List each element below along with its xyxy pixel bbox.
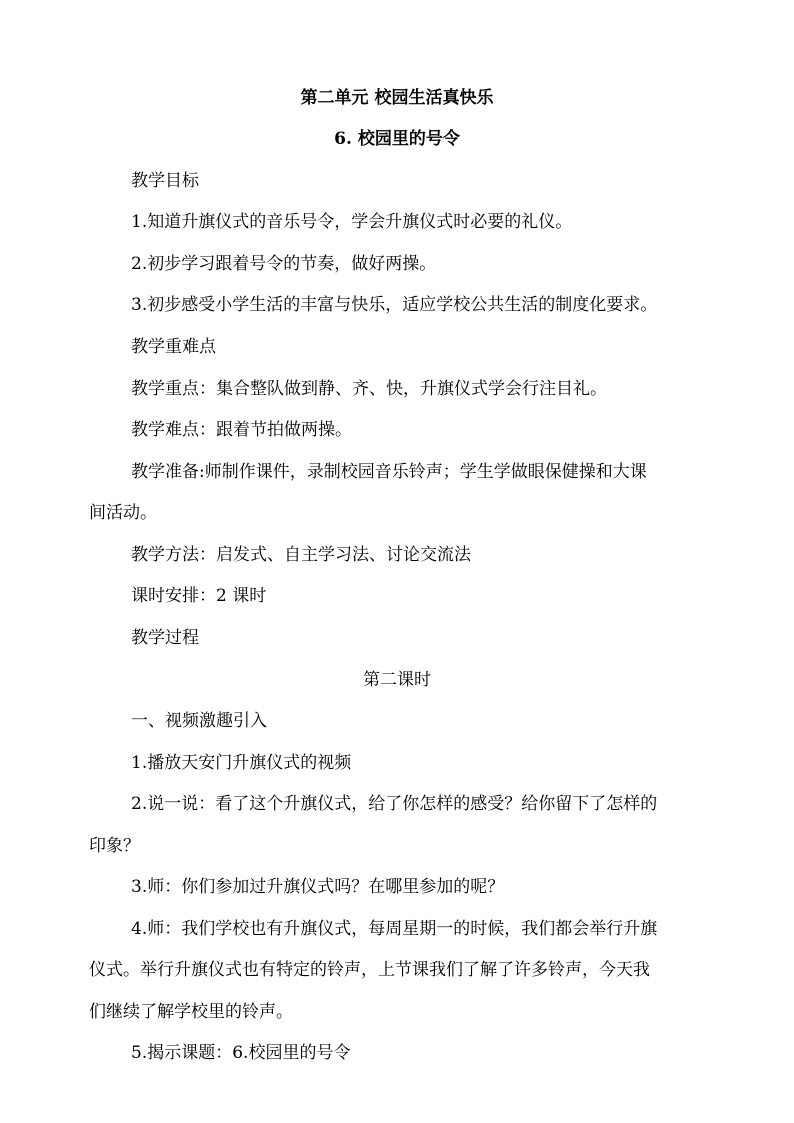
step-item-continued: 们继续了解学校里的铃声。 <box>89 1002 293 1022</box>
session-title: 第二课时 <box>363 670 431 690</box>
difficult-point: 教学难点：跟着节拍做两操。 <box>131 420 352 440</box>
section-heading: 一、视频激趣引入 <box>131 711 267 731</box>
keypoints-heading: 教学重难点 <box>131 337 216 357</box>
step-item: 1.播放天安门升旗仪式的视频 <box>131 753 352 773</box>
step-item: 5.揭示课题：6.校园里的号令 <box>131 1043 351 1063</box>
goal-item: 3.初步感受小学生活的丰富与快乐，适应学校公共生活的制度化要求。 <box>131 295 658 315</box>
goal-item: 2.初步学习跟着号令的节奏，做好两操。 <box>131 254 437 274</box>
key-point: 教学重点：集合整队做到静、齐、快，升旗仪式学会行注目礼。 <box>131 379 607 399</box>
lesson-title: 6. 校园里的号令 <box>334 129 460 149</box>
preparation-line: 教学准备:师制作课件，录制校园音乐铃声；学生学做眼保健操和大课 <box>131 462 647 482</box>
process-heading: 教学过程 <box>131 628 199 648</box>
goals-heading: 教学目标 <box>131 171 199 191</box>
step-item-continued: 仪式。举行升旗仪式也有特定的铃声，上节课我们了解了许多铃声，今天我 <box>89 960 650 980</box>
teaching-method: 教学方法：启发式、自主学习法、讨论交流法 <box>131 545 471 565</box>
unit-title: 第二单元 校园生活真快乐 <box>300 88 494 108</box>
goal-item: 1.知道升旗仪式的音乐号令，学会升旗仪式时必要的礼仪。 <box>131 212 573 232</box>
step-item: 4.师：我们学校也有升旗仪式，每周星期一的时候，我们都会举行升旗 <box>131 919 658 939</box>
step-item: 3.师：你们参加过升旗仪式吗？在哪里参加的呢？ <box>131 877 505 897</box>
schedule: 课时安排：2 课时 <box>131 586 267 606</box>
step-item: 2.说一说：看了这个升旗仪式，给了你怎样的感受？给你留下了怎样的 <box>131 794 658 814</box>
step-item-continued: 印象？ <box>89 836 140 856</box>
preparation-line: 间活动。 <box>89 503 157 523</box>
